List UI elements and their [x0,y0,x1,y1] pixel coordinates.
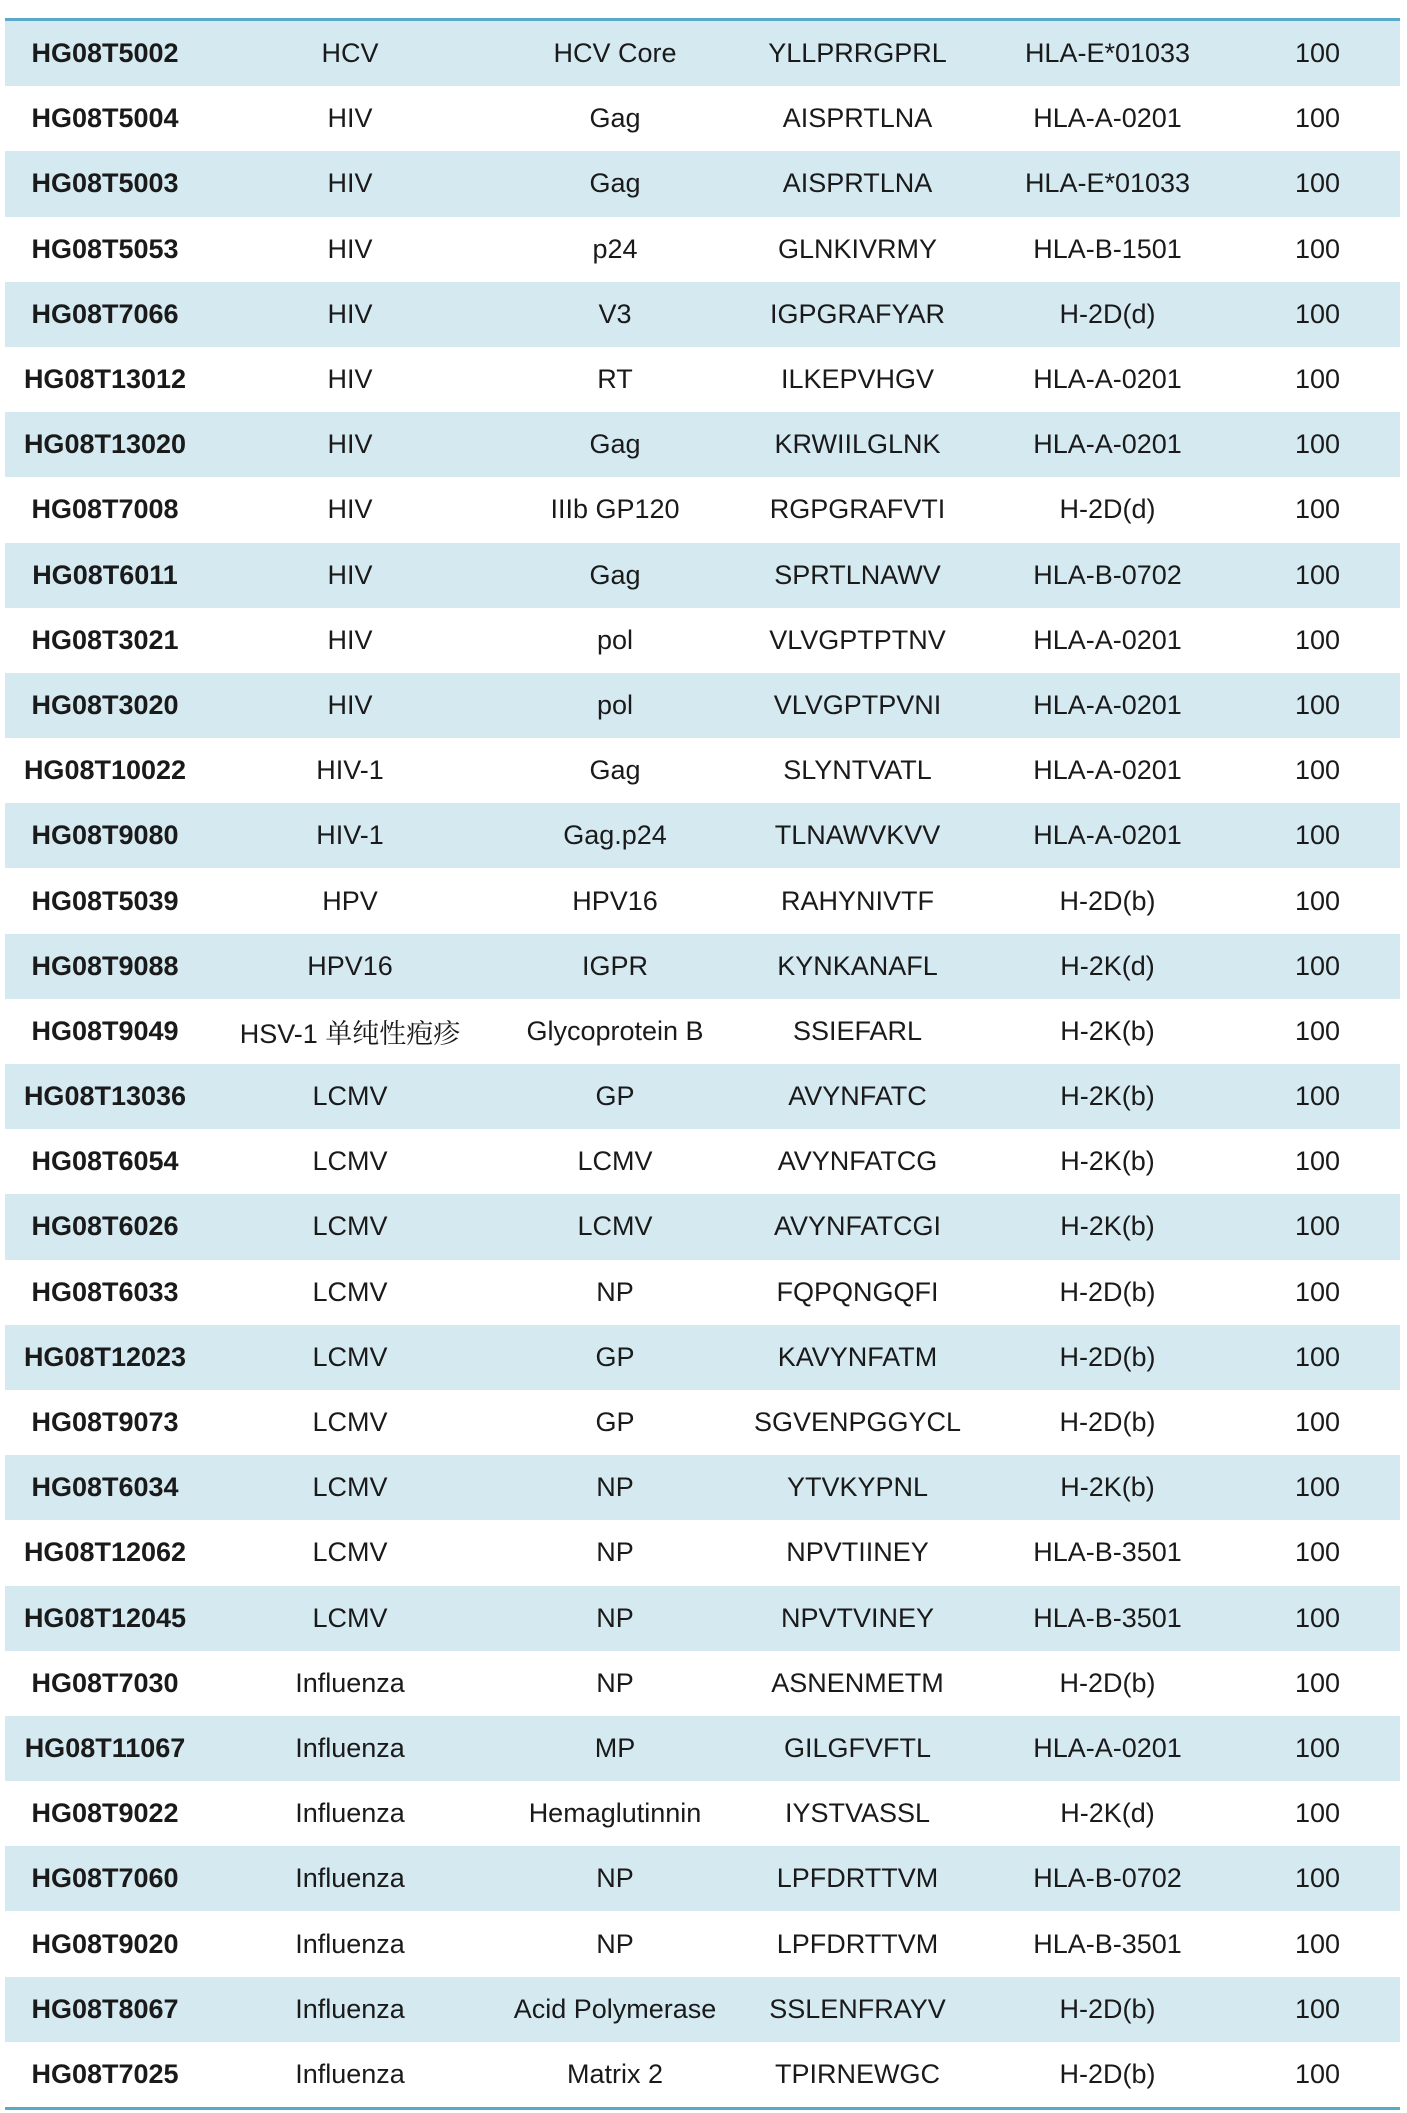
catalog-number-cell: HG08T5004 [5,86,205,151]
catalog-number-cell: HG08T3021 [5,608,205,673]
antigen-cell: Gag [495,86,735,151]
bottom-rule [5,2107,1400,2110]
antigen-cell: Gag [495,412,735,477]
test-count-cell: 100 [1235,347,1400,412]
table-row [5,673,1400,738]
mhc-allele-cell: H-2D(b) [980,1651,1235,1716]
catalog-number-cell: HG08T8067 [5,1977,205,2042]
antigen-cell: V3 [495,282,735,347]
catalog-number-cell: HG08T6054 [5,1129,205,1194]
catalog-number-cell: HG08T3020 [5,673,205,738]
catalog-number-cell: HG08T6026 [5,1194,205,1259]
peptide-sequence-cell: VLVGPTPTNV [735,608,980,673]
tetramer-table [5,18,1400,2110]
mhc-allele-cell: HLA-B-3501 [980,1586,1235,1651]
antigen-cell: Matrix 2 [495,2042,735,2107]
peptide-sequence-cell: KAVYNFATM [735,1325,980,1390]
table-row [5,1064,1400,1129]
antigen-cell: pol [495,673,735,738]
test-count-cell: 100 [1235,1716,1400,1781]
antigen-cell: Glycoprotein B [495,999,735,1064]
table-row [5,999,1400,1064]
catalog-number-cell: HG08T12045 [5,1586,205,1651]
antigen-cell: GP [495,1325,735,1390]
virus-cell: LCMV [205,1390,495,1455]
catalog-number-cell: HG08T11067 [5,1716,205,1781]
antigen-cell: pol [495,608,735,673]
test-count-cell: 100 [1235,412,1400,477]
peptide-sequence-cell: SSLENFRAYV [735,1977,980,2042]
virus-cell: HSV-1 单纯性疱疹 [205,999,495,1064]
peptide-sequence-cell: NPVTVINEY [735,1586,980,1651]
mhc-allele-cell: H-2D(b) [980,1977,1235,2042]
virus-cell: Influenza [205,1911,495,1976]
antigen-cell: GP [495,1390,735,1455]
antigen-cell: IGPR [495,934,735,999]
test-count-cell: 100 [1235,477,1400,542]
table-row [5,1846,1400,1911]
catalog-number-cell: HG08T5039 [5,868,205,933]
virus-cell: LCMV [205,1260,495,1325]
mhc-allele-cell: H-2K(d) [980,934,1235,999]
antigen-cell: NP [495,1911,735,1976]
virus-cell: HCV [205,21,495,86]
peptide-sequence-cell: RAHYNIVTF [735,868,980,933]
table-row [5,1129,1400,1194]
peptide-sequence-cell: LPFDRTTVM [735,1911,980,1976]
test-count-cell: 100 [1235,21,1400,86]
virus-cell: Influenza [205,1651,495,1716]
mhc-allele-cell: H-2D(d) [980,282,1235,347]
antigen-cell: NP [495,1846,735,1911]
catalog-number-cell: HG08T9022 [5,1781,205,1846]
peptide-sequence-cell: YTVKYPNL [735,1455,980,1520]
test-count-cell: 100 [1235,86,1400,151]
antigen-cell: Hemaglutinnin [495,1781,735,1846]
peptide-sequence-cell: AISPRTLNA [735,151,980,216]
mhc-allele-cell: HLA-A-0201 [980,738,1235,803]
mhc-allele-cell: HLA-B-3501 [980,1911,1235,1976]
table-row [5,151,1400,216]
virus-cell: LCMV [205,1194,495,1259]
mhc-allele-cell: H-2D(b) [980,1260,1235,1325]
catalog-number-cell: HG08T9080 [5,803,205,868]
mhc-allele-cell: H-2K(b) [980,1455,1235,1520]
table-row [5,347,1400,412]
virus-cell: HIV-1 [205,803,495,868]
peptide-sequence-cell: TPIRNEWGC [735,2042,980,2107]
peptide-sequence-cell: SSIEFARL [735,999,980,1064]
mhc-allele-cell: HLA-B-1501 [980,217,1235,282]
virus-cell: HIV [205,151,495,216]
test-count-cell: 100 [1235,999,1400,1064]
table-row [5,1716,1400,1781]
peptide-sequence-cell: IGPGRAFYAR [735,282,980,347]
peptide-sequence-cell: IYSTVASSL [735,1781,980,1846]
mhc-allele-cell: HLA-A-0201 [980,347,1235,412]
antigen-cell: LCMV [495,1129,735,1194]
antigen-cell: NP [495,1455,735,1520]
mhc-allele-cell: H-2K(b) [980,1194,1235,1259]
table-row [5,412,1400,477]
test-count-cell: 100 [1235,543,1400,608]
test-count-cell: 100 [1235,1781,1400,1846]
table-row [5,543,1400,608]
peptide-sequence-cell: LPFDRTTVM [735,1846,980,1911]
peptide-sequence-cell: SLYNTVATL [735,738,980,803]
catalog-number-cell: HG08T9088 [5,934,205,999]
catalog-number-cell: HG08T6011 [5,543,205,608]
table-row [5,1586,1400,1651]
catalog-number-cell: HG08T7025 [5,2042,205,2107]
virus-cell: Influenza [205,1977,495,2042]
mhc-allele-cell: HLA-B-0702 [980,543,1235,608]
mhc-allele-cell: H-2K(b) [980,999,1235,1064]
antigen-cell: NP [495,1260,735,1325]
antigen-cell: HCV Core [495,21,735,86]
catalog-number-cell: HG08T6034 [5,1455,205,1520]
table-row [5,1325,1400,1390]
table-row [5,1260,1400,1325]
catalog-number-cell: HG08T5053 [5,217,205,282]
test-count-cell: 100 [1235,1846,1400,1911]
mhc-allele-cell: HLA-B-3501 [980,1520,1235,1585]
mhc-allele-cell: HLA-E*01033 [980,151,1235,216]
antigen-cell: p24 [495,217,735,282]
catalog-number-cell: HG08T5003 [5,151,205,216]
antigen-cell: NP [495,1651,735,1716]
test-count-cell: 100 [1235,934,1400,999]
test-count-cell: 100 [1235,1911,1400,1976]
test-count-cell: 100 [1235,803,1400,868]
table-row [5,1911,1400,1976]
virus-cell: Influenza [205,2042,495,2107]
peptide-sequence-cell: AVYNFATCG [735,1129,980,1194]
table-row [5,1455,1400,1520]
virus-cell: HPV16 [205,934,495,999]
catalog-number-cell: HG08T9049 [5,999,205,1064]
table-row [5,1194,1400,1259]
table-row [5,1781,1400,1846]
table-row [5,86,1400,151]
peptide-sequence-cell: SPRTLNAWV [735,543,980,608]
test-count-cell: 100 [1235,1260,1400,1325]
peptide-sequence-cell: AVYNFATC [735,1064,980,1129]
test-count-cell: 100 [1235,217,1400,282]
table-row [5,1390,1400,1455]
test-count-cell: 100 [1235,1455,1400,1520]
peptide-sequence-cell: AISPRTLNA [735,86,980,151]
peptide-sequence-cell: FQPQNGQFI [735,1260,980,1325]
test-count-cell: 100 [1235,1064,1400,1129]
test-count-cell: 100 [1235,282,1400,347]
table-row [5,282,1400,347]
mhc-allele-cell: HLA-A-0201 [980,1716,1235,1781]
catalog-number-cell: HG08T10022 [5,738,205,803]
peptide-sequence-cell: SGVENPGGYCL [735,1390,980,1455]
virus-cell: LCMV [205,1520,495,1585]
test-count-cell: 100 [1235,151,1400,216]
peptide-sequence-cell: KYNKANAFL [735,934,980,999]
peptide-sequence-cell: KRWIILGLNK [735,412,980,477]
antigen-cell: Acid Polymerase [495,1977,735,2042]
test-count-cell: 100 [1235,1586,1400,1651]
test-count-cell: 100 [1235,1129,1400,1194]
antigen-cell: GP [495,1064,735,1129]
test-count-cell: 100 [1235,868,1400,933]
antigen-cell: NP [495,1520,735,1585]
antigen-cell: NP [495,1586,735,1651]
virus-cell: HIV [205,347,495,412]
peptide-sequence-cell: NPVTIINEY [735,1520,980,1585]
virus-cell: HPV [205,868,495,933]
test-count-cell: 100 [1235,738,1400,803]
mhc-allele-cell: H-2D(b) [980,1325,1235,1390]
peptide-sequence-cell: AVYNFATCGI [735,1194,980,1259]
test-count-cell: 100 [1235,1325,1400,1390]
test-count-cell: 100 [1235,1194,1400,1259]
table-row [5,803,1400,868]
virus-cell: LCMV [205,1586,495,1651]
table-body [5,21,1400,2107]
virus-cell: HIV [205,86,495,151]
catalog-number-cell: HG08T12062 [5,1520,205,1585]
test-count-cell: 100 [1235,673,1400,738]
test-count-cell: 100 [1235,608,1400,673]
virus-cell: LCMV [205,1455,495,1520]
table-row [5,738,1400,803]
catalog-number-cell: HG08T13020 [5,412,205,477]
mhc-allele-cell: HLA-A-0201 [980,608,1235,673]
virus-cell: HIV [205,608,495,673]
antigen-cell: RT [495,347,735,412]
mhc-allele-cell: H-2D(b) [980,868,1235,933]
catalog-number-cell: HG08T9073 [5,1390,205,1455]
mhc-allele-cell: HLA-A-0201 [980,673,1235,738]
peptide-sequence-cell: ASNENMETM [735,1651,980,1716]
catalog-number-cell: HG08T13012 [5,347,205,412]
table-row [5,2042,1400,2107]
virus-cell: Influenza [205,1716,495,1781]
mhc-allele-cell: H-2K(b) [980,1129,1235,1194]
antigen-cell: HPV16 [495,868,735,933]
table-row [5,1520,1400,1585]
virus-cell: HIV [205,282,495,347]
virus-cell: HIV [205,412,495,477]
peptide-sequence-cell: GILGFVFTL [735,1716,980,1781]
mhc-allele-cell: HLA-E*01033 [980,21,1235,86]
virus-cell: LCMV [205,1129,495,1194]
peptide-sequence-cell: VLVGPTPVNI [735,673,980,738]
mhc-allele-cell: HLA-A-0201 [980,412,1235,477]
test-count-cell: 100 [1235,1390,1400,1455]
mhc-allele-cell: H-2D(b) [980,1390,1235,1455]
table-row [5,477,1400,542]
catalog-number-cell: HG08T9020 [5,1911,205,1976]
catalog-number-cell: HG08T7066 [5,282,205,347]
mhc-allele-cell: HLA-A-0201 [980,803,1235,868]
virus-cell: Influenza [205,1781,495,1846]
virus-cell: HIV [205,673,495,738]
virus-cell: HIV [205,477,495,542]
table-row [5,868,1400,933]
table-row [5,1977,1400,2042]
catalog-number-cell: HG08T7008 [5,477,205,542]
catalog-number-cell: HG08T7030 [5,1651,205,1716]
table-row [5,21,1400,86]
antigen-cell: Gag.p24 [495,803,735,868]
virus-cell: HIV-1 [205,738,495,803]
test-count-cell: 100 [1235,1977,1400,2042]
peptide-sequence-cell: YLLPRRGPRL [735,21,980,86]
table-row [5,217,1400,282]
antigen-cell: Gag [495,151,735,216]
catalog-number-cell: HG08T6033 [5,1260,205,1325]
antigen-cell: MP [495,1716,735,1781]
virus-cell: Influenza [205,1846,495,1911]
mhc-allele-cell: HLA-B-0702 [980,1846,1235,1911]
catalog-number-cell: HG08T7060 [5,1846,205,1911]
antigen-cell: Gag [495,738,735,803]
mhc-allele-cell: H-2K(d) [980,1781,1235,1846]
table-row [5,1651,1400,1716]
virus-cell: LCMV [205,1325,495,1390]
virus-cell: HIV [205,543,495,608]
catalog-number-cell: HG08T13036 [5,1064,205,1129]
catalog-number-cell: HG08T5002 [5,21,205,86]
data-table [5,21,1400,2107]
table-row [5,934,1400,999]
antigen-cell: Gag [495,543,735,608]
virus-cell: LCMV [205,1064,495,1129]
test-count-cell: 100 [1235,2042,1400,2107]
test-count-cell: 100 [1235,1651,1400,1716]
peptide-sequence-cell: ILKEPVHGV [735,347,980,412]
peptide-sequence-cell: RGPGRAFVTI [735,477,980,542]
antigen-cell: LCMV [495,1194,735,1259]
mhc-allele-cell: H-2K(b) [980,1064,1235,1129]
mhc-allele-cell: H-2D(d) [980,477,1235,542]
catalog-number-cell: HG08T12023 [5,1325,205,1390]
mhc-allele-cell: HLA-A-0201 [980,86,1235,151]
table-row [5,608,1400,673]
peptide-sequence-cell: TLNAWVKVV [735,803,980,868]
antigen-cell: IIIb GP120 [495,477,735,542]
peptide-sequence-cell: GLNKIVRMY [735,217,980,282]
virus-cell: HIV [205,217,495,282]
test-count-cell: 100 [1235,1520,1400,1585]
mhc-allele-cell: H-2D(b) [980,2042,1235,2107]
